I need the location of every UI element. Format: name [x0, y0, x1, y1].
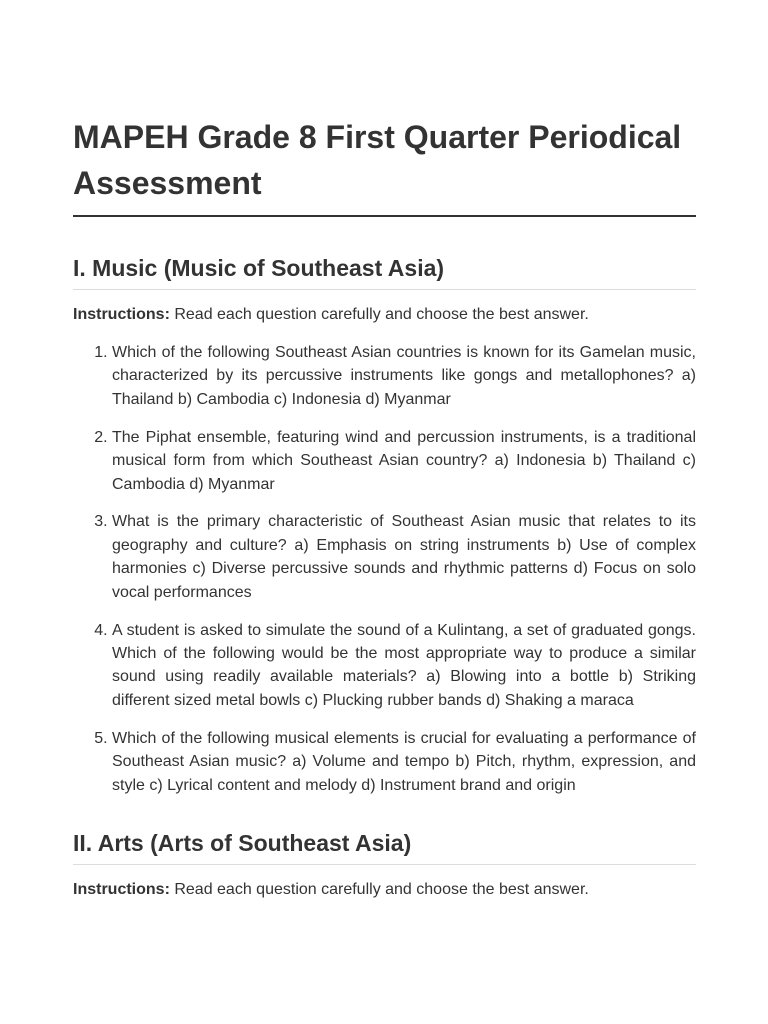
question-item: 1. Which of the following Southeast Asian countries is known for its Gamelan music, characterized by its percussive instruments like gongs and metallophones? a) Thailand b) Cambodia c) Indonesia d) Myanmar: [112, 341, 696, 411]
section-heading-arts: II. Arts (Arts of Southeast Asia): [73, 829, 412, 856]
document-title: MAPEH Grade 8 First Quarter Periodical Assessment: [73, 119, 682, 201]
instructions-text: Read each question carefully and choose the best answer.: [169, 306, 589, 323]
instructions-music: [73, 303, 696, 327]
question-item: 3. What is the primary characteristic of Southeast Asian music that relates to its geography and culture? a) Emphasis on string instruments b) Use of complex harmonies c) Diverse percussive sounds and rhythmic patterns d) Focus on solo vocal performances: [112, 510, 696, 604]
section-divider-music: [73, 289, 696, 290]
question-item: 4. A student is asked to simulate the sound of a Kulintang, a set of graduated gongs. Which of the following would be the most appropriate way to produce a similar sound using readily available materials? a) Blowing into a bottle b) Striking different sized metal bowls c) Plucking rubber bands d) Shaking a maraca: [112, 619, 696, 713]
section-divider-arts: [73, 864, 696, 865]
section-arts: [73, 828, 696, 902]
instructions-label: Instructions:: [73, 880, 170, 898]
instructions-arts: [73, 878, 696, 902]
question-list-music: [73, 341, 696, 797]
title-divider: [73, 215, 696, 217]
question-item: 5. Which of the following musical elements is crucial for evaluating a performance of Southeast Asian music? a) Volume and tempo b) Pitch, rhythm, expression, and style c) Lyrical content and melody d) Instrument brand and origin: [112, 727, 696, 797]
question-item: 2. The Piphat ensemble, featuring wind and percussion instruments, is a traditional musical form from which Southeast Asian country? a) Indonesia b) Thailand c) Cambodia d) Myanmar: [112, 426, 696, 496]
section-music: [73, 253, 696, 797]
section-heading-music: I. Music (Music of Southeast Asia): [73, 255, 445, 281]
instructions-label: Instructions:: [73, 306, 170, 323]
instructions-text: Read each question carefully and choose the best answer.: [169, 880, 589, 898]
